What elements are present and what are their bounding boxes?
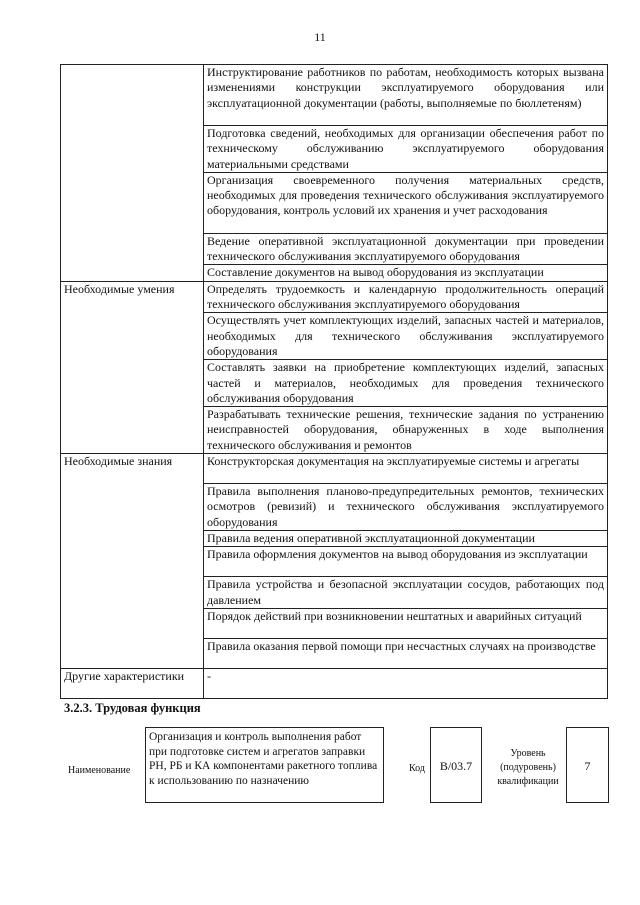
function-name-value: Организация и контроль выполнения работ при подготовке систем и агрегатов заправки РН, РБ и КА компонентами ракетного топлива к использованию по назначению <box>145 727 384 803</box>
table-cell: Конструкторская документация на эксплуатируемые системы и агрегаты <box>204 454 608 484</box>
table-cell: Ведение оперативной эксплуатационной документации при проведении технического обслуживания эксплуатируемого оборудования <box>204 233 608 265</box>
table-cell: Правила оформления документов на вывод оборудования из эксплуатации <box>204 547 608 577</box>
name-label: Наименование <box>68 765 131 776</box>
table-cell: Правила выполнения планово-предупредительных ремонтов, технических осмотров (ревизий) и технического обслуживания эксплуатируемого оборудования <box>204 484 608 531</box>
table-cell: Составлять заявки на приобретение комплектующих изделий, запасных частей и материалов, необходимых для проведения технического обслуживания оборудования <box>204 360 608 407</box>
row-label-skills: Необходимые умения <box>61 281 204 453</box>
table-cell: - <box>204 668 608 698</box>
table-cell: Инструктирование работников по работам, необходимость которых вызвана изменениями конструкции эксплуатируемого оборудования или эксплуатационной документации (работы, выполняемые по бюллетеням) <box>204 65 608 126</box>
level-label: Уровень (подуровень) квалификации <box>497 748 559 787</box>
row-label-other: Другие характеристики <box>61 668 204 698</box>
code-label: Код <box>409 763 425 774</box>
table-cell: Организация своевременного получения материальных средств, необходимых для проведения технического обслуживания эксплуатируемого оборудования, контроль условий их хранения и учет расходования <box>204 172 608 233</box>
table-cell: Правила ведения оперативной эксплуатационной документации <box>204 530 608 546</box>
competency-table <box>60 64 608 699</box>
table-cell: Правила оказания первой помощи при несчастных случаях на производстве <box>204 638 608 668</box>
table-cell: Подготовка сведений, необходимых для организации обеспечения работ по техническому обслуживанию эксплуатируемого оборудования материальными средствами <box>204 126 608 173</box>
level-value: 7 <box>566 727 609 803</box>
row-label <box>61 65 204 282</box>
table-cell: Разрабатывать технические решения, технические задания по устранению неисправностей оборудования, обнаруженных в ходе выполнения технического обслуживания и ремонтов <box>204 407 608 454</box>
row-label-knowledge: Необходимые знания <box>61 454 204 669</box>
page-number: 11 <box>314 30 326 44</box>
table-cell: Порядок действий при возникновении нештатных и аварийных ситуаций <box>204 608 608 638</box>
table-cell: Определять трудоемкость и календарную продолжительность операций технического обслуживания эксплуатируемого оборудования <box>204 281 608 313</box>
table-cell: Правила устройства и безопасной эксплуатации сосудов, работающих под давлением <box>204 577 608 609</box>
section-title: 3.2.3. Трудовая функция <box>64 701 201 715</box>
function-code-value: B/03.7 <box>430 727 482 803</box>
table-cell: Составление документов на вывод оборудования из эксплуатации <box>204 265 608 281</box>
table-cell: Осуществлять учет комплектующих изделий, запасных частей и материалов, необходимых для технического обслуживания эксплуатируемого оборудования <box>204 313 608 360</box>
